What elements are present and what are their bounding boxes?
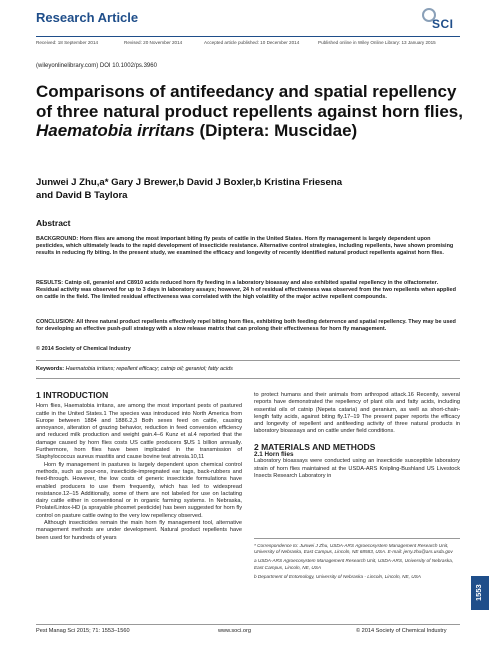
horn-flies-subheading: 2.1 Horn flies	[254, 451, 294, 459]
right-paragraph-1: to protect humans and their animals from arthropod attack.16 Recently, several reports have demonstrated the repellency of plant oils and fatty acids, including essential oils of catnip (Nepeta cataria) and geranium, as well as short-chain-length fatty acids, against biting fly.17–19 The present paper reports the efficacy and longevity of repellent and antifeeding activity of three natural products in laboratory bioassays and on cattle under field conditions.	[254, 392, 460, 435]
abstract-background: BACKGROUND: Horn flies are among the most important biting fly pests of cattle in the United States. Horn fly management is largely dependent upon pesticides, which ultimately leads to the rapid development of insecticide resistance. Alternative control strategies, including repellents, have shown promising results in reducing fly biting. In the present study, we examined the efficacy and longevity of recently identified natural product repellents against horn flies.	[36, 236, 454, 257]
journal-citation: Pest Manag Sci 2015; 71: 1553–1560	[36, 628, 130, 634]
left-column	[36, 392, 242, 542]
title-tail: (Diptera: Muscidae)	[199, 121, 358, 140]
footnote-correspondence: * Correspondence to: Junwei J Zhu, USDA-ARS Agroecosystem Management Research Unit, University of Nebraska, East Campus, Lincoln, NE 68583, USA. E-mail: jerry.zhu@ars.usda.gov	[254, 543, 453, 555]
keywords	[36, 366, 460, 372]
keywords-bottom-rule	[36, 378, 460, 379]
keywords-text: Haematobia irritans; repellent efficacy; catnip oil; geraniol; fatty acids	[65, 366, 233, 372]
accepted-date: Accepted article published: 10 December 2014	[204, 40, 300, 45]
published-date: Published online in Wiley Online Library: 13 January 2015	[318, 40, 436, 45]
footnote-rule	[254, 538, 460, 539]
footer-rule	[36, 624, 460, 625]
intro-paragraph-2: Horn fly management in pastures is largely dependent upon chemical control methods, such as pour-ons, insecticide-impregnated ear tags, back-rubbers and feed-through. However, the low costs of generic insecticide formulations have enabled producers to use them frequently, which has led to widespread resistance.12–15 Additionally, some of them are not labeled for use on lactating dairy cattle either in conventional or in organic farming systems. In Nebraska, Prolate/Lintox-HD (a sprayable phosmet pesticide) has been suggested for horn fly control on pasture cattle owing to the very low repellency observed.	[36, 461, 242, 519]
page-number: 1553	[474, 584, 483, 601]
doi: (wileyonlinelibrary.com) DOI 10.1002/ps.3960	[36, 63, 157, 69]
sci-logo	[418, 8, 458, 34]
footer-copyright: © 2014 Society of Chemical Industry	[356, 628, 447, 634]
keywords-top-rule	[36, 360, 460, 361]
title-main: Comparisons of antifeedancy and spatial repellency of three natural product repellents against horn flies,	[36, 82, 463, 121]
journal-url[interactable]: www.soci.org	[218, 628, 251, 634]
article-type-label: Research Article	[36, 10, 139, 25]
footnote-b: b Department of Entomology, University of Nebraska - Lincoln, Lincoln, NE, USA	[254, 573, 421, 579]
header-rule	[36, 36, 460, 37]
methods-heading: 2 MATERIALS AND METHODS	[254, 441, 376, 452]
footnote-a: a USDA-ARS Agroecosystem Management Research Unit, USDA-ARS, University of Nebraska, East Campus, Lincoln, NE, USA	[254, 558, 454, 570]
author-list	[36, 176, 466, 202]
intro-paragraph-1: Horn flies, Haematobia irritans, are among the most important pests of pastured cattle in the United States.1 The species was introduced into North America from Europe between 1884 and 1886.2,3 Both sexes feed on cattle, causing annoyance, alteration of grazing behavior, reduction in feed conversion efficiency and reduced milk production and weight gain.4–6 Kunz et al.4 reported that the damage caused by horn flies costs US cattle producers $US 1 billion annually. Furthermore, horn flies have been implicated in the transmission of Staphylococcus aureus mastitis and cause bovine teat atresia.10,11	[36, 403, 242, 461]
abstract-heading: Abstract	[36, 218, 71, 228]
footnotes	[254, 543, 460, 580]
right-column	[254, 392, 460, 480]
page-number-tab	[471, 576, 489, 610]
abstract-conclusion: CONCLUSION: All three natural product repellents effectively repel biting horn flies, exhibiting both feeding deterrence and spatial repellency. They may be used for developing an effective push-pull strategy with a slow release matrix that can prolong their effectiveness for horn fly management.	[36, 319, 456, 333]
intro-heading: 1 INTRODUCTION	[36, 390, 109, 400]
abstract-results: RESULTS: Catnip oil, geraniol and C8910 acids reduced horn fly feeding in a laboratory bioassay and also exhibited spatial repellency in the olfactometer. Residual activity was observed for up to 3 days in laboratory assays; however, 24 h of residual effectiveness was observed from the two repellents when applied on cattle in the field. The limited residual effectiveness was correlated with the high volatility of the major active repellent compounds.	[36, 280, 456, 301]
paper-title	[36, 82, 466, 141]
authors-line-1: Junwei J Zhu,a* Gary J Brewer,b David J Boxler,b Kristina Friesena	[36, 177, 343, 188]
received-date: Received: 18 September 2014	[36, 40, 99, 45]
abstract-copyright: © 2014 Society of Chemical Industry	[36, 346, 131, 352]
keywords-label: Keywords:	[36, 366, 65, 372]
sci-logo-text: SCI	[432, 17, 454, 31]
revised-date: Revised: 20 November 2014	[124, 40, 183, 45]
methods-paragraph: Laboratory bioassays were conducted using an insecticide susceptible laboratory strain of horn flies maintained at the USDA-ARS Knipling-Bushland US Livestock Insects Research Laboratory in	[254, 458, 460, 479]
authors-line-2: and David B Taylora	[36, 190, 128, 201]
intro-paragraph-3: Although insecticides remain the main horn fly management tool, alternative management methods are under development. Natural product repellents have been used for hundreds of years	[36, 520, 242, 541]
title-species: Haematobia irritans	[36, 121, 195, 140]
